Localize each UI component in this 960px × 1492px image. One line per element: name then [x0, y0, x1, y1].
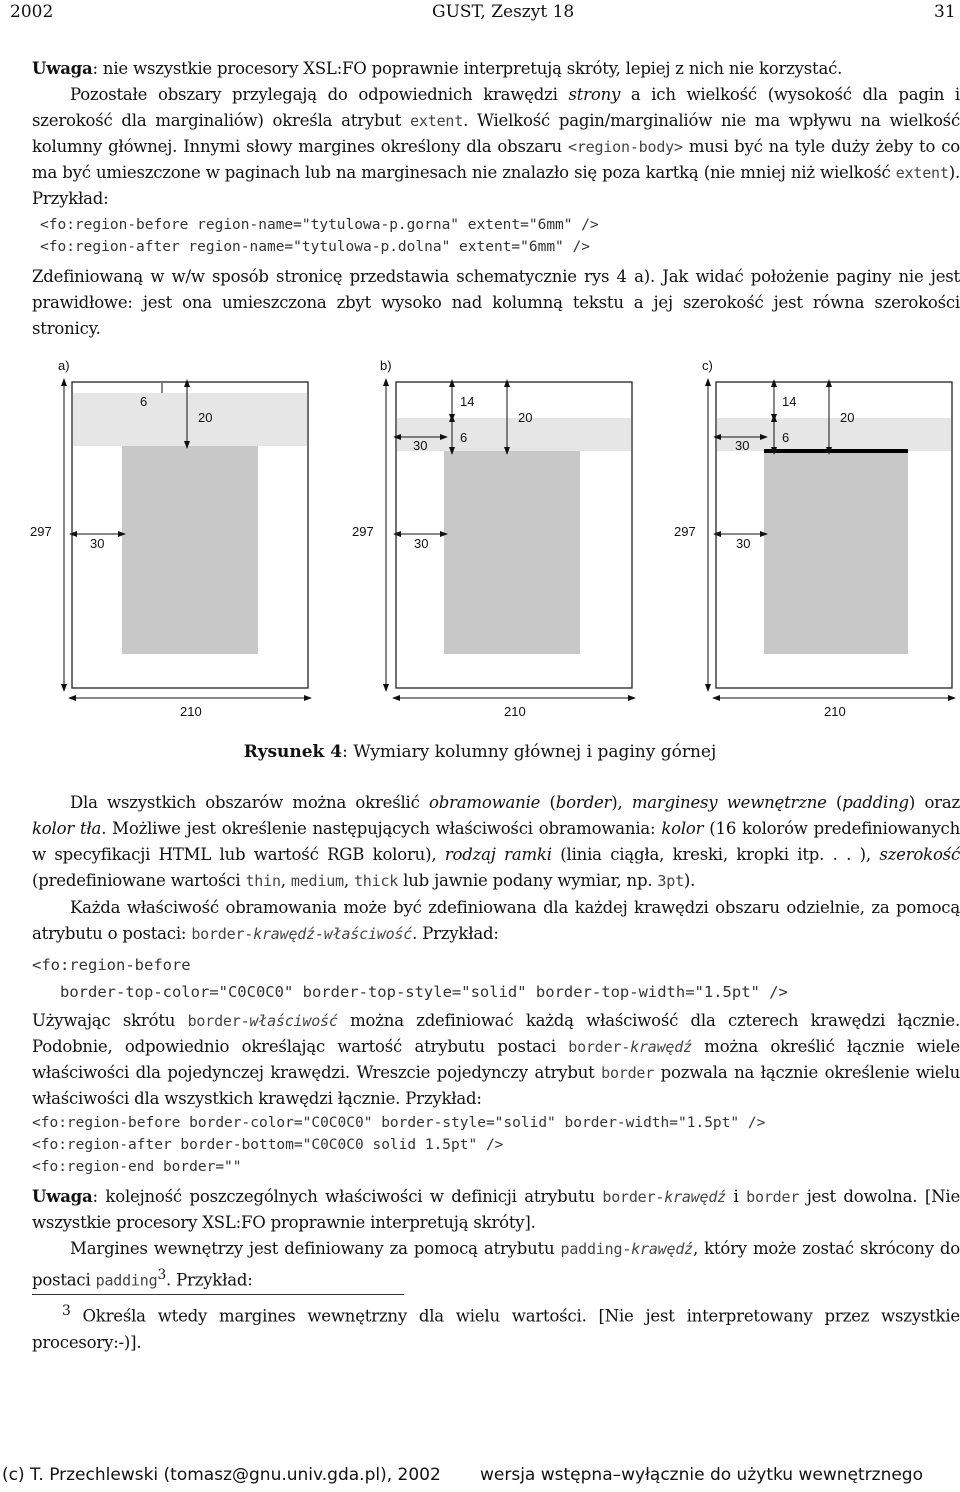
panel-c	[674, 358, 952, 719]
dim-label: 20	[198, 410, 213, 425]
emphasis: padding	[842, 793, 909, 812]
header-journal: GUST, Zeszyt 18	[432, 2, 575, 22]
dim-label: 297	[352, 524, 374, 539]
text-span: poprawnie interpretują skróty, lepiej z nich nie korzystać.	[366, 59, 843, 78]
code-term: krawędź-właściwość	[253, 925, 413, 943]
dim-label: 20	[518, 410, 533, 425]
text-span: można określić łącznie wiele właściwości dla pojedynczej krawędzi. Wreszcie pojedynczy atrybut	[32, 1037, 960, 1082]
body-paragraph: Zdefiniowaną w w/w sposób stronicę przedstawia schematycznie rys 4 a). Jak widać położenie paginy nie jest prawidłowe: jest ona umieszczona zbyt wysoko nad kolumną tekstu a jej szerokość jest równa szerokości stronicy.	[32, 267, 960, 338]
text-span: ,	[343, 871, 354, 890]
panel-a	[30, 358, 308, 719]
code-term: thin	[245, 872, 281, 890]
dim-label: 20	[840, 410, 855, 425]
code-line: border-top-color="C0C0C0" border-top-style="solid" border-top-width="1.5pt" />	[32, 983, 788, 1001]
emphasis: szerokość	[879, 845, 960, 864]
text-span: (	[826, 793, 843, 812]
code-term: border	[746, 1188, 800, 1206]
body-paragraph	[32, 82, 960, 212]
text-span: proprawnie interpretują skróty].	[265, 1213, 536, 1232]
text-span: można zdefiniować każdą właściwość dla czterech krawędzi łącznie. Podobnie, odpowiednio określając wartość atrybutu postaci	[32, 1011, 960, 1056]
dim-label: 6	[140, 394, 148, 409]
header-year: 2002	[10, 2, 54, 22]
panel-label: c)	[702, 358, 713, 373]
footnote-text: Określa wtedy margines wewnętrzny dla wielu wartości. [Nie jest interpretowany przez wszystkie procesory:-)].	[32, 1306, 960, 1352]
text-span: ),	[611, 793, 632, 812]
text-span: jest dowolna. [Nie wszystkie procesory	[32, 1187, 960, 1232]
code-term: border	[601, 1064, 655, 1082]
text-span: Używając skrótu	[32, 1011, 188, 1030]
panel-label: b)	[380, 358, 392, 373]
code-term: medium	[290, 872, 344, 890]
emphasis: kolor tła	[32, 819, 102, 838]
text-span: ) oraz	[908, 793, 960, 812]
text-span: (predefiniowane wartości	[32, 871, 246, 890]
footer-version: wersja wstępna–wyłącznie do użytku wewnętrznego	[480, 1465, 923, 1485]
footnote-marker[interactable]: 3	[157, 1267, 166, 1283]
body-paragraph	[32, 1236, 960, 1294]
text-span: (	[540, 793, 556, 812]
text-span: Pozostałe obszary przylegają do odpowiednich krawędzi	[70, 85, 569, 104]
note-paragraph	[32, 56, 960, 82]
figure-page-dimensions	[0, 350, 960, 740]
footnote-rule	[32, 1294, 404, 1295]
text-span: Margines wewnętrzy jest definiowany za pomocą atrybutu	[70, 1239, 561, 1258]
text-span: ).	[683, 871, 696, 890]
dim-label: 6	[782, 430, 790, 445]
code-term: krawędź	[664, 1188, 727, 1206]
emphasis: border	[555, 793, 612, 812]
text-span: . Przykład:	[412, 924, 499, 943]
text-span: Każda właściwość obramowania może być zdefiniowana dla każdej krawędzi obszaru odzielnie, za pomocą atrybutu o postaci:	[32, 898, 960, 943]
code-line: <fo:region-after region-name="tytulowa-p.dolna" extent="6mm" />	[40, 239, 590, 255]
code-line: <fo:region-end border=""	[32, 1159, 242, 1175]
code-example-2	[32, 952, 788, 1006]
dim-label: 210	[180, 704, 202, 719]
text-span: : nie wszystkie procesory	[92, 59, 304, 78]
footnote-number: 3	[62, 1303, 71, 1319]
dim-label: 297	[30, 524, 52, 539]
emphasis: obramowanie	[429, 793, 541, 812]
text-span: musi być na tyle duży żeby to co ma być umieszczone w paginach lub na marginesach nie znalazło się poza kartką (nie mniej niż wielkość	[32, 137, 960, 182]
xslfo-term: XSL:FO	[202, 1213, 266, 1232]
body-paragraph	[32, 895, 960, 947]
code-term: border-	[187, 1012, 250, 1030]
code-term: krawędź	[631, 1240, 693, 1258]
dim-label: 30	[90, 536, 105, 551]
dim-label: 14	[460, 394, 475, 409]
code-example-3	[32, 1112, 765, 1178]
note-label: Uwaga	[32, 59, 93, 78]
code-line: <fo:region-before	[32, 956, 191, 974]
xslfo-term: XSL:FO	[303, 59, 367, 78]
dim-label: 14	[782, 394, 797, 409]
panel-label: a)	[58, 358, 70, 373]
code-example-1	[40, 214, 599, 258]
dim-label: 30	[413, 438, 428, 453]
text-span: a ich wielkość (wysokość dla pagin i szerokość dla marginaliów) określa atrybut	[32, 85, 960, 130]
text-span: : kolejność poszczególnych właściwości w definicji atrybutu	[92, 1187, 603, 1206]
code-term: <region-body>	[568, 138, 683, 156]
text-span: . Przykład:	[166, 1270, 253, 1290]
dim-label: 30	[735, 438, 750, 453]
dim-label: 30	[414, 536, 429, 551]
footnote	[32, 1298, 960, 1356]
panel-b	[352, 358, 632, 719]
text-span: ,	[280, 871, 291, 890]
code-term: extent	[410, 112, 464, 130]
emphasis: marginesy wewnętrzne	[631, 793, 827, 812]
code-term: właściwość	[249, 1012, 338, 1030]
dim-label: 210	[824, 704, 846, 719]
code-term: thick	[353, 872, 399, 890]
emphasis: rodzaj ramki	[444, 845, 552, 864]
text-span: . Możliwe jest określenie następujących właściwości obramowania:	[101, 819, 662, 838]
text-span: (16 kolorów predefiniowanych w specyfikacji HTML lub wartość RGB koloru),	[32, 819, 960, 864]
code-term: padding-	[560, 1240, 632, 1258]
code-term: border-	[602, 1188, 665, 1206]
text-span: (linia ciągła, kreski, kropki itp. . . ),	[551, 845, 880, 864]
note-paragraph	[32, 1184, 960, 1236]
text-span: i	[726, 1187, 747, 1206]
figure-caption	[0, 742, 960, 762]
text-span: . Wielkość pagin/marginaliów nie ma wpływu na wielkość kolumny głównej. Innymi słowy margines określony dla obszaru	[32, 111, 960, 156]
text-span: ). Przykład:	[32, 163, 960, 208]
code-term: extent	[895, 164, 949, 182]
text-span: lub jawnie podany wymiar, np.	[398, 871, 658, 890]
footer-copyright: (c) T. Przechlewski (tomasz@gnu.univ.gda.pl), 2002	[2, 1465, 441, 1485]
text-span: , który może zostać skrócony do postaci	[32, 1239, 960, 1290]
code-term: 3pt	[657, 872, 684, 890]
code-term: padding	[95, 1271, 158, 1290]
note-label: Uwaga	[32, 1187, 93, 1206]
caption-label: Rysunek 4	[243, 742, 343, 762]
dim-label: 30	[736, 536, 751, 551]
code-term: border-	[568, 1038, 631, 1056]
header-page: 31	[934, 2, 956, 22]
dim-label: 6	[460, 430, 468, 445]
text-span: Dla wszystkich obszarów można określić	[70, 793, 429, 812]
code-line: <fo:region-before border-color="C0C0C0" border-style="solid" border-width="1.5pt" />	[32, 1115, 766, 1131]
caption-text: : Wymiary kolumny głównej i paginy górnej	[342, 742, 717, 762]
code-line: <fo:region-after border-bottom="C0C0C0 solid 1.5pt" />	[32, 1137, 504, 1153]
dim-label: 297	[674, 524, 696, 539]
code-term: krawędź	[630, 1038, 692, 1056]
code-term: border-	[191, 925, 254, 943]
code-line: <fo:region-before region-name="tytulowa-p.gorna" extent="6mm" />	[40, 217, 599, 233]
emphasis: kolor	[661, 819, 704, 838]
body-paragraph	[32, 790, 960, 894]
dim-label: 210	[504, 704, 526, 719]
text-span: pozwala na łącznie określenie wielu właściwości dla wszystkich krawędzi łącznie. Przykład:	[32, 1063, 960, 1108]
emphasis: strony	[568, 85, 621, 104]
body-paragraph	[32, 1008, 960, 1112]
